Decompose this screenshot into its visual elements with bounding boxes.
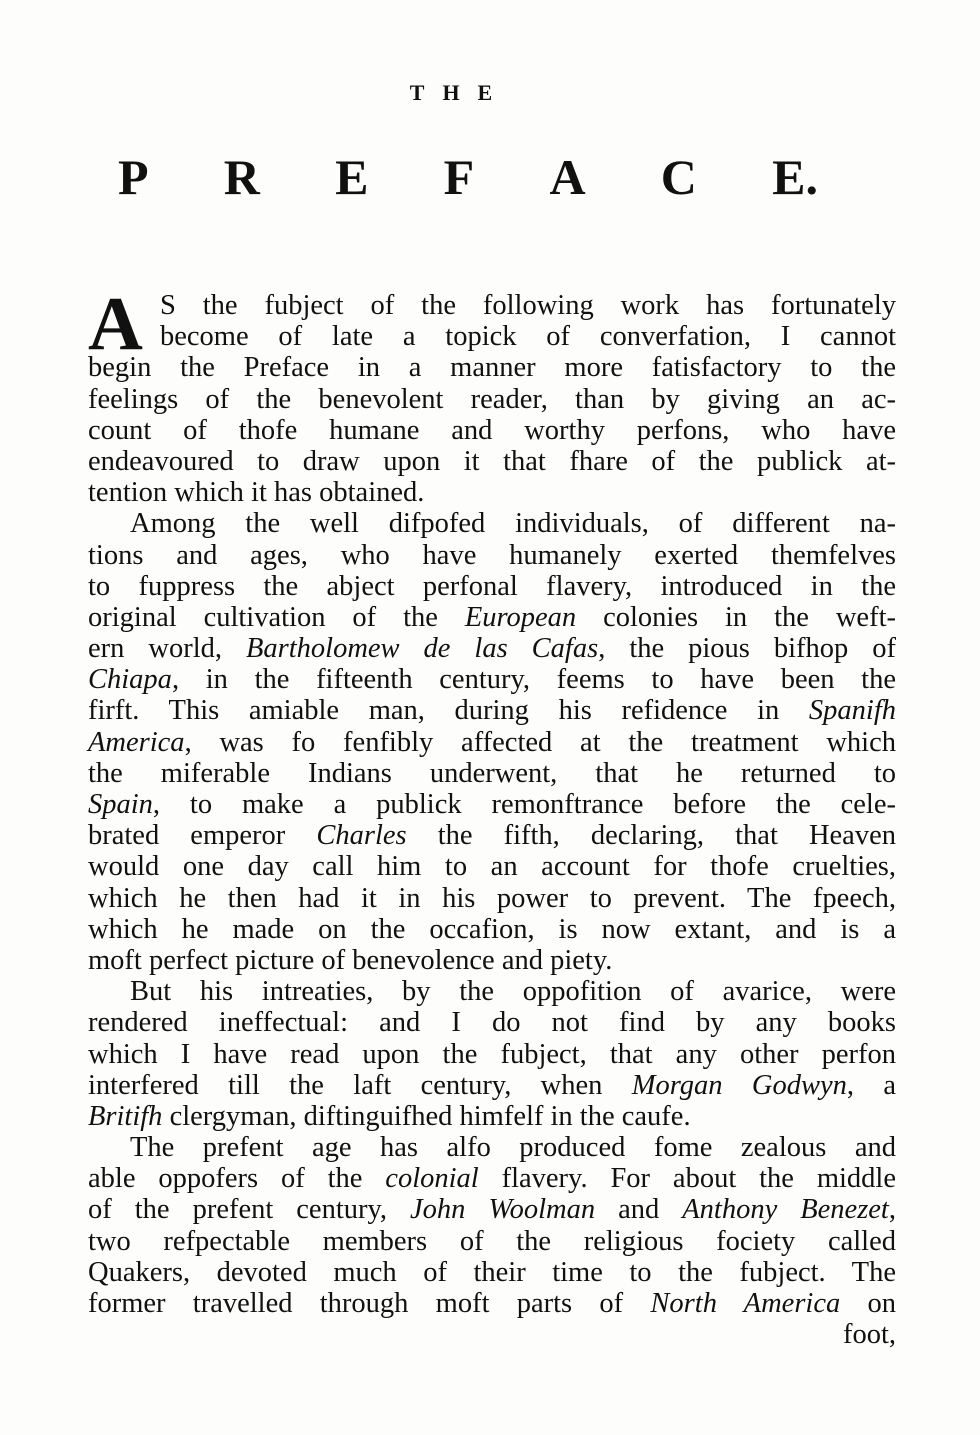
text-line: feelings of the benevolent reader, than by giving an ac- (88, 383, 896, 415)
text-line: to fuppress the abject perfonal flavery, introduced in the (88, 570, 896, 602)
text-line: former travelled through moft parts of North America on (88, 1288, 896, 1319)
text-line: ern world, Bartholomew de las Cafas, the pious bifhop of (88, 633, 896, 665)
text-line: Britifh clergyman, diftinguifhed himfelf in the caufe. (88, 1100, 691, 1132)
text-line: Chiapa, in the fifteenth century, feems to have been the (88, 664, 896, 696)
text-line: moft perfect picture of benevolence and piety. (88, 944, 613, 976)
text-line: endeavoured to draw upon it that fhare of the publick at- (88, 445, 896, 477)
text-line: would one day call him to an account for thofe cruelties, (88, 851, 896, 883)
text-line: The prefent age has alfo produced fome zealous and (130, 1132, 896, 1164)
title-letter: C (660, 149, 697, 205)
text-line: count of thofe humane and worthy perfons, who have (88, 414, 896, 446)
text-line: Quakers, devoted much of their time to the fubject. The (88, 1256, 896, 1288)
text-line: America, was fo fenfibly affected at the treatment which (88, 726, 896, 758)
text-line: original cultivation of the European colonies in the weft- (88, 601, 896, 633)
text-line: which I have read upon the fubject, that any other perfon (88, 1038, 896, 1070)
text-line: S the fubject of the following work has fortunately (160, 290, 896, 321)
text-line: firft. This amiable man, during his refidence in Spanifh (88, 695, 896, 727)
text-line: become of late a topick of converfation, I cannot (160, 321, 896, 353)
the-heading: THE (409, 80, 511, 105)
text-line: tions and ages, who have humanely exerted themfelves (88, 539, 896, 571)
title-letter: F (443, 149, 475, 205)
text-line: begin the Preface in a manner more fatisfactory to the (88, 352, 896, 384)
text-line: the miferable Indians underwent, that he returned to (88, 757, 896, 789)
text-line: But his intreaties, by the oppofition of avarice, were (130, 976, 896, 1008)
catchword: foot, (842, 1319, 896, 1351)
text-line: which he then had it in his power to prevent. The fpeech, (88, 882, 896, 914)
text-line: tention which it has obtained. (88, 477, 425, 509)
title-letter: A (549, 149, 586, 205)
preface-body (88, 282, 896, 1351)
text-line: Among the well difpofed individuals, of different na- (130, 508, 896, 540)
title-letter: R (223, 149, 260, 205)
text-line: which he made on the occafion, is now extant, and is a (88, 913, 896, 945)
text-line: two refpectable members of the religious fociety called (88, 1225, 896, 1257)
drop-cap: A (88, 282, 143, 366)
text-line: Spain, to make a publick remonftrance before the cele- (88, 789, 896, 820)
title-letter: P (118, 149, 149, 205)
title-letter: E (335, 149, 369, 205)
text-line: interfered till the laft century, when Morgan Godwyn, a (88, 1069, 896, 1101)
preface-title (118, 148, 818, 206)
text-line: able oppofers of the colonial flavery. For about the middle (88, 1163, 896, 1195)
text-line: rendered ineffectual: and I do not find by any books (88, 1007, 896, 1039)
text-line: brated emperor Charles the fifth, declaring, that Heaven (88, 820, 896, 852)
text-line: of the prefent century, John Woolman and Anthony Benezet, (88, 1194, 896, 1226)
title-letter: E. (772, 149, 818, 205)
